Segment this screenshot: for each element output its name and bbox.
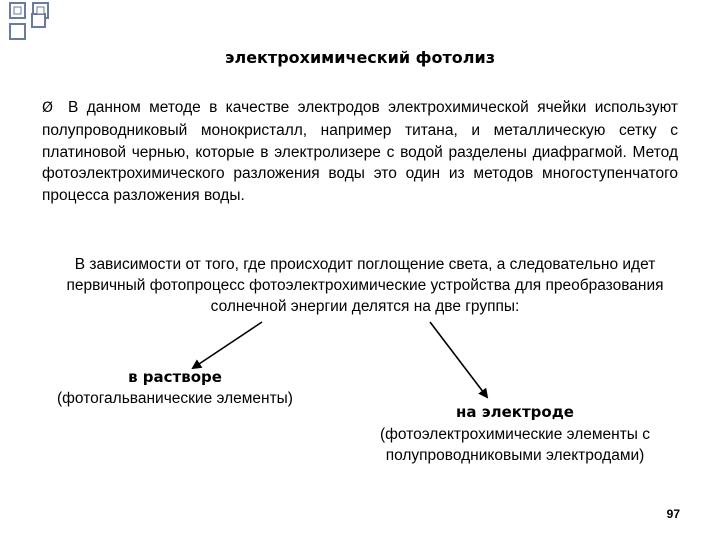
page-number: 97 xyxy=(666,507,680,521)
slide-title: электрохимический фотолиз xyxy=(225,48,495,67)
decor-square xyxy=(10,24,25,39)
group-solution xyxy=(20,367,330,409)
bullet-arrow-icon: Ø xyxy=(42,100,54,116)
group-title: в растворе xyxy=(128,368,222,386)
decor-square-inner xyxy=(37,7,44,14)
intro-text: В зависимости от того, где происходит поглощение света, а следовательно идет первичный фотопроцесс фотоэлектрохимические устройства для преобразования солнечной энергии делятся на две группы: xyxy=(66,256,664,315)
bullet-paragraph xyxy=(42,97,678,207)
bullet-text: В данном методе в качестве электродов электрохимической ячейки используют полупроводниковый монокристалл, например титана, и металлическую сетку с платиновой чернью, которые в электролизере с водой разделены диафрагмой. Метод фотоэлектрохимического разложения воды это один из методов многоступенчатого процесса разложения воды. xyxy=(42,99,678,205)
arrow-left xyxy=(193,322,262,368)
group-description: (фотогальванические элементы) xyxy=(57,390,293,407)
group-description: (фотоэлектрохимические элементы с полупроводниковыми электродами) xyxy=(380,425,650,464)
decor-square-inner xyxy=(14,7,21,14)
group-title: на электроде xyxy=(456,403,574,421)
group-electrode xyxy=(335,402,695,467)
decor-square xyxy=(32,14,45,27)
arrow-right xyxy=(430,322,487,397)
